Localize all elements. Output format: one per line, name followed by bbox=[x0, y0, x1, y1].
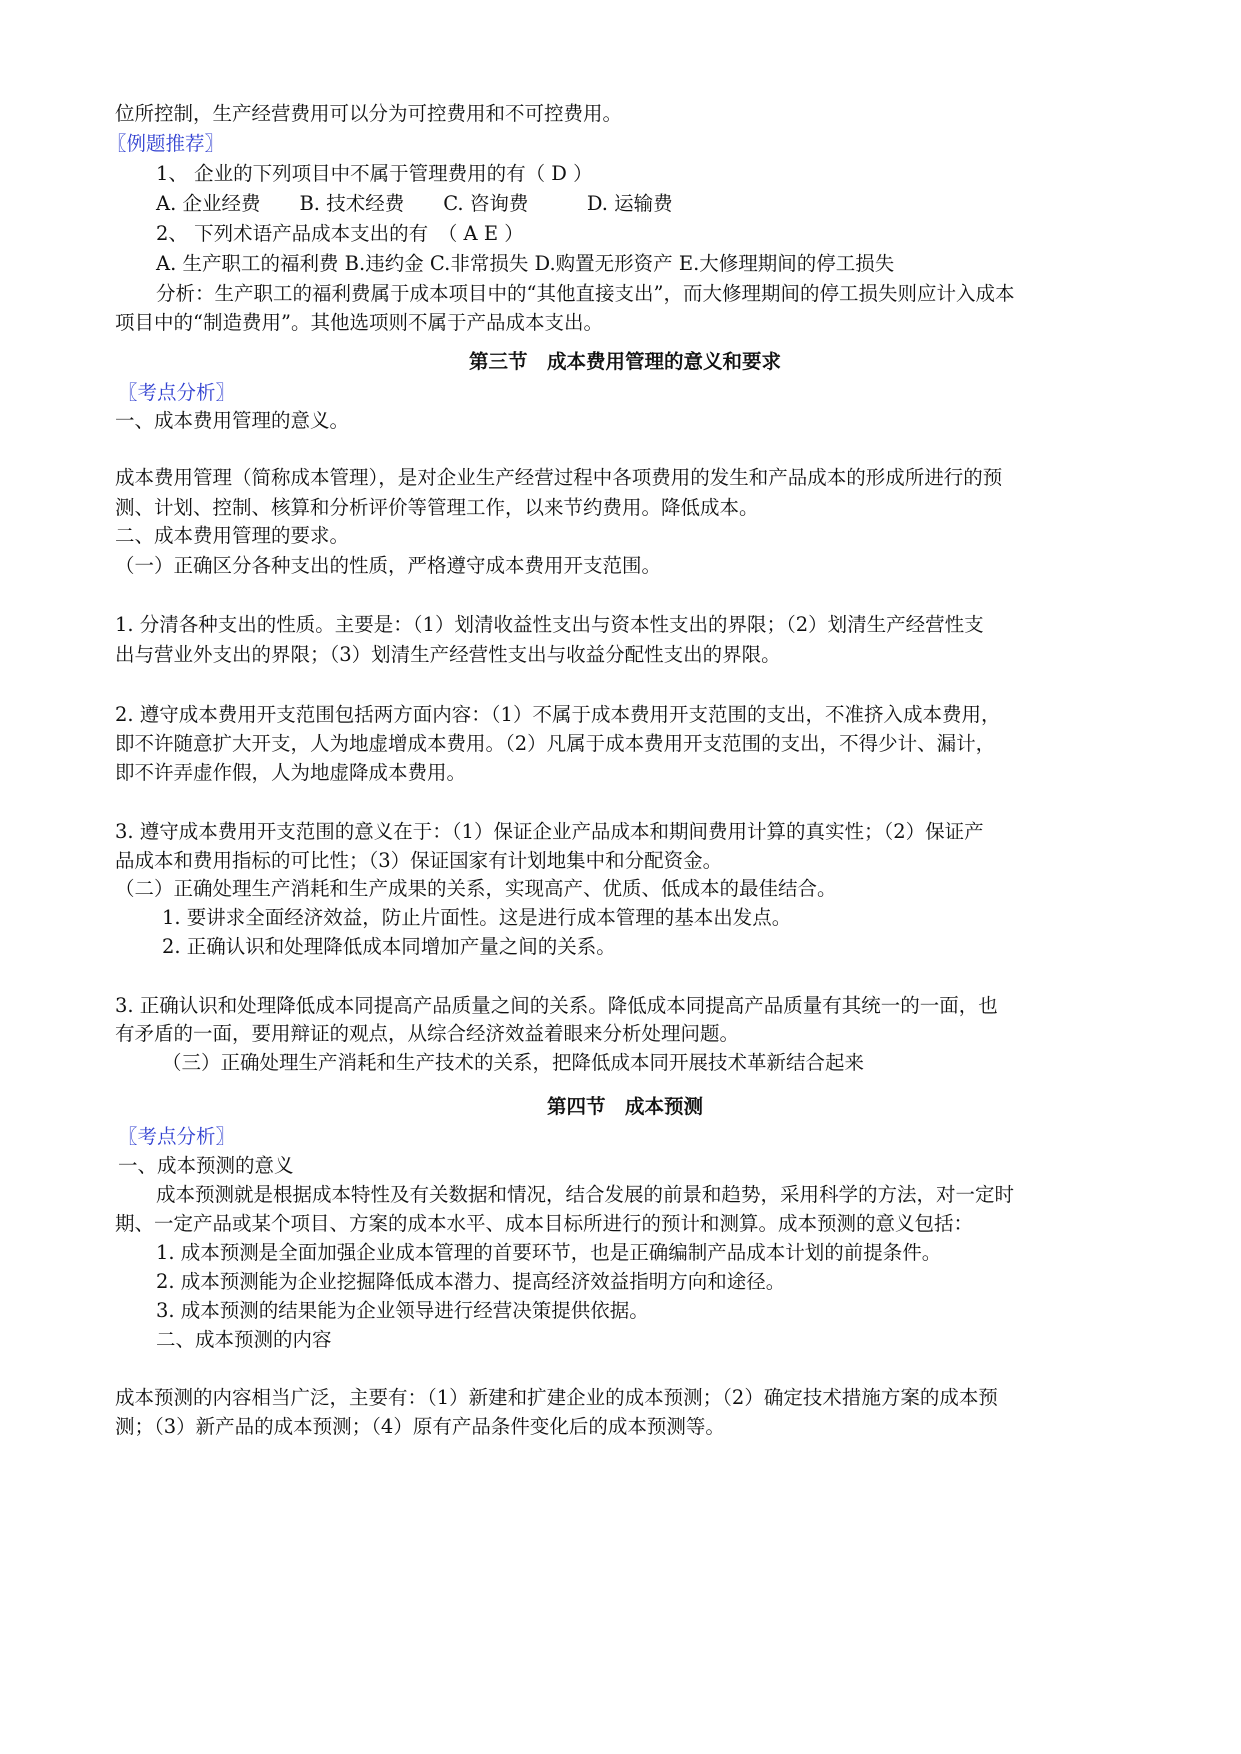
list-item: 1. 要讲求全面经济效益，防止片面性。这是进行成本管理的基本出发点。 bbox=[162, 906, 792, 929]
subheading: 一、成本费用管理的意义。 bbox=[115, 409, 350, 432]
exam-point-tag: 〖考点分析〗 bbox=[118, 1125, 236, 1148]
question-2: 2、 下列术语产品成本支出的有 （ A E ） bbox=[156, 222, 524, 245]
section-heading: 第三节 成本费用管理的意义和要求 bbox=[468, 350, 781, 373]
subheading: 一、成本预测的意义 bbox=[118, 1154, 294, 1177]
text-line: 出与营业外支出的界限；（3）划清生产经营性支出与收益分配性支出的界限。 bbox=[115, 643, 781, 666]
text-line: 期、一定产品或某个项目、方案的成本水平、成本目标所进行的预计和测算。成本预测的意义包括： bbox=[115, 1212, 974, 1235]
section-heading: 第四节 成本预测 bbox=[546, 1095, 703, 1118]
subheading: （三）正确处理生产消耗和生产技术的关系，把降低成本同开展技术革新结合起来 bbox=[162, 1051, 865, 1074]
list-item: 3. 成本预测的结果能为企业领导进行经营决策提供依据。 bbox=[156, 1299, 649, 1322]
subheading: （二）正确处理生产消耗和生产成果的关系，实现高产、优质、低成本的最佳结合。 bbox=[115, 877, 837, 900]
analysis-line: 分析：生产职工的福利费属于成本项目中的“其他直接支出”，而大修理期间的停工损失则应计入成本 bbox=[156, 282, 1015, 305]
analysis-line: 项目中的“制造费用”。其他选项则不属于产品成本支出。 bbox=[115, 311, 603, 334]
text-line: 品成本和费用指标的可比性；（3）保证国家有计划地集中和分配资金。 bbox=[115, 849, 723, 872]
text-line: 成本预测就是根据成本特性及有关数据和情况，结合发展的前景和趋势，采用科学的方法，对一定时 bbox=[156, 1183, 1015, 1206]
question-1: 1、 企业的下列项目中不属于管理费用的有（ D ） bbox=[156, 162, 593, 185]
subheading: （一）正确区分各种支出的性质，严格遵守成本费用开支范围。 bbox=[115, 554, 662, 577]
subheading: 二、成本费用管理的要求。 bbox=[115, 524, 350, 547]
text-line: 1. 分清各种支出的性质。主要是：（1）划清收益性支出与资本性支出的界限；（2）划清生产经营性支 bbox=[115, 613, 984, 636]
text-line: 即不许随意扩大开支，人为地虚增成本费用。（2）凡属于成本费用开支范围的支出，不得少计、漏计， bbox=[115, 732, 996, 755]
text-line: 3. 遵守成本费用开支范围的意义在于：（1）保证企业产品成本和期间费用计算的真实性；（2）保证产 bbox=[115, 820, 984, 843]
list-item: 2. 成本预测能为企业挖掘降低成本潜力、提高经济效益指明方向和途径。 bbox=[156, 1270, 786, 1293]
question-1-options: A. 企业经费 B. 技术经费 C. 咨询费 D. 运输费 bbox=[156, 192, 673, 215]
subheading: 二、成本预测的内容 bbox=[156, 1328, 332, 1351]
text-line: 测、计划、控制、核算和分析评价等管理工作，以来节约费用。降低成本。 bbox=[115, 496, 759, 519]
text-line: 测；（3）新产品的成本预测；（4）原有产品条件变化后的成本预测等。 bbox=[115, 1415, 725, 1438]
text-line: 成本预测的内容相当广泛，主要有：（1）新建和扩建企业的成本预测；（2）确定技术措施方案的成本预 bbox=[115, 1386, 998, 1409]
text-line: 即不许弄虚作假，人为地虚降成本费用。 bbox=[115, 761, 467, 784]
text-line: 位所控制，生产经营费用可以分为可控费用和不可控费用。 bbox=[115, 102, 623, 125]
text-line: 有矛盾的一面，要用辩证的观点，从综合经济效益着眼来分析处理问题。 bbox=[115, 1022, 740, 1045]
text-line: 2. 遵守成本费用开支范围包括两方面内容：（1）不属于成本费用开支范围的支出，不准挤入成本费用， bbox=[115, 703, 1001, 726]
list-item: 1. 成本预测是全面加强企业成本管理的首要环节，也是正确编制产品成本计划的前提条件。 bbox=[156, 1241, 942, 1264]
question-2-options: A. 生产职工的福利费 B.违约金 C.非常损失 D.购置无形资产 E.大修理期间的停工损失 bbox=[156, 252, 895, 275]
example-tag: 〖例题推荐〗 bbox=[107, 132, 225, 155]
text-line: 成本费用管理（简称成本管理），是对企业生产经营过程中各项费用的发生和产品成本的形成所进行的预 bbox=[115, 466, 1003, 489]
list-item: 2. 正确认识和处理降低成本同增加产量之间的关系。 bbox=[162, 935, 616, 958]
text-line: 3. 正确认识和处理降低成本同提高产品质量之间的关系。降低成本同提高产品质量有其统一的一面，也 bbox=[115, 994, 998, 1017]
exam-point-tag: 〖考点分析〗 bbox=[118, 381, 236, 404]
